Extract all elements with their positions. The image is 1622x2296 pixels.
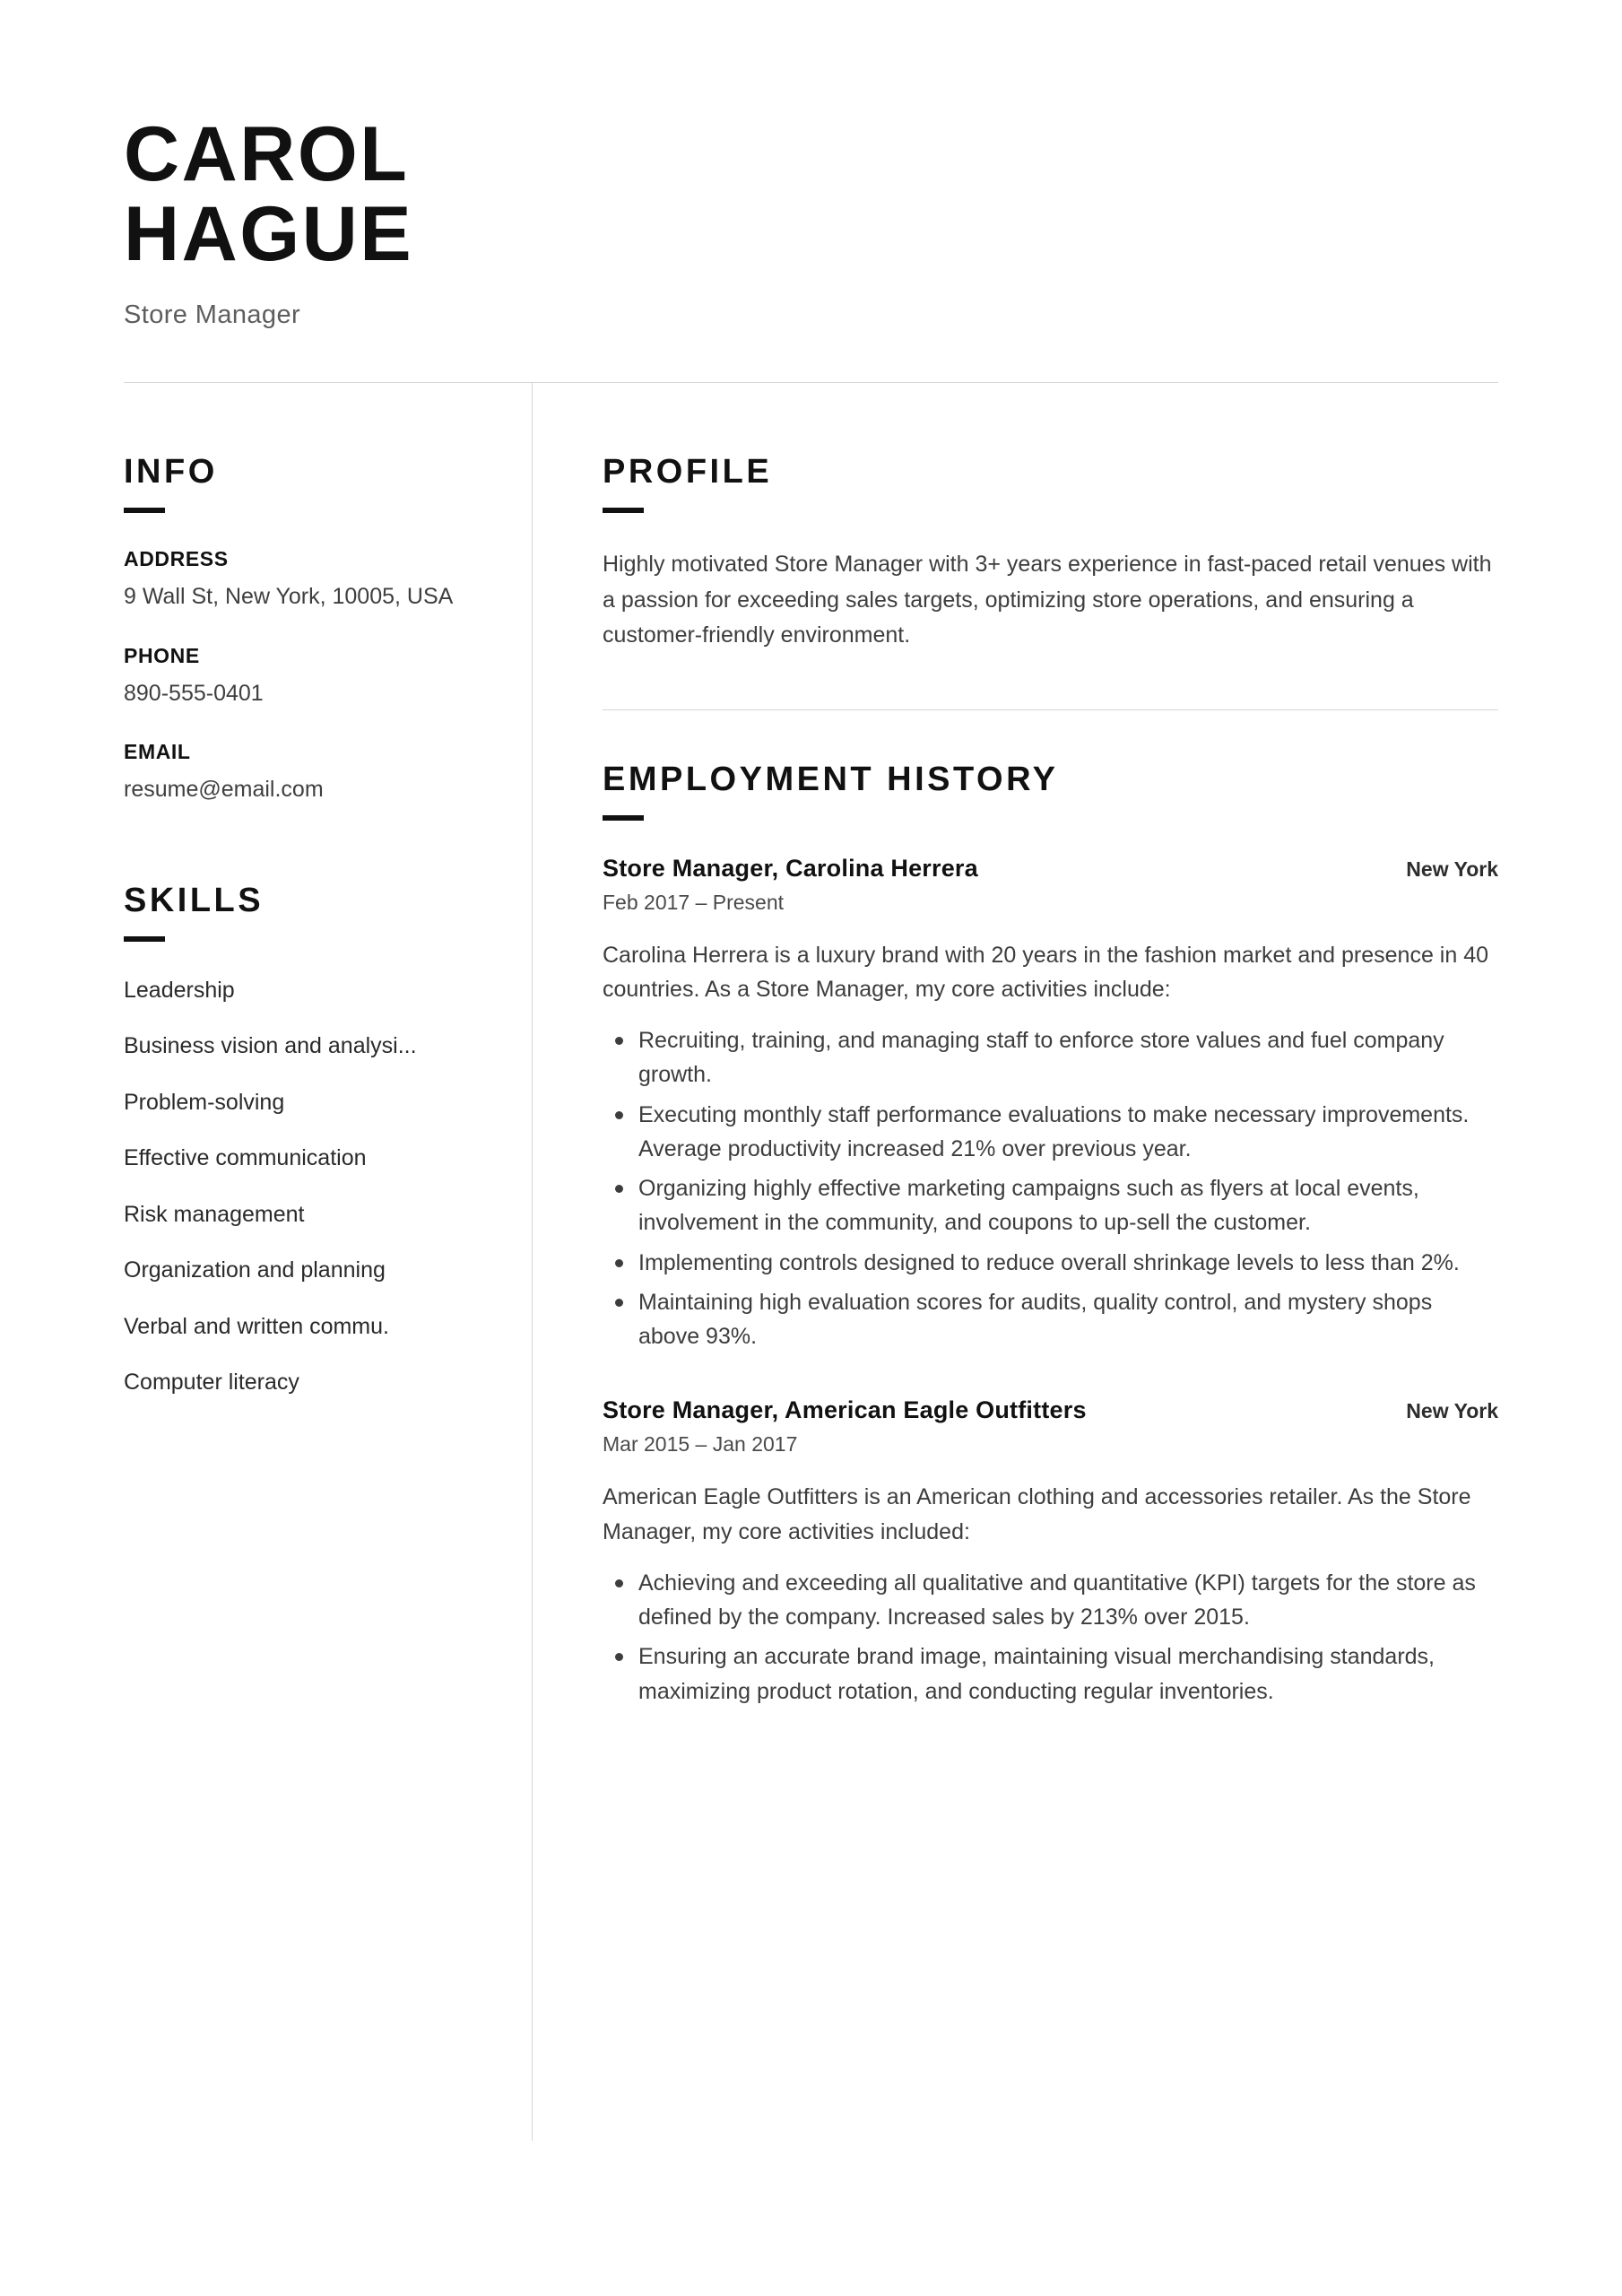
employment-entry-header	[603, 855, 1498, 883]
candidate-job-title: Store Manager	[124, 300, 301, 330]
resume-body	[124, 383, 1498, 2141]
skill-item: Effective communication	[124, 1145, 367, 1171]
employment-bullet: Achieving and exceeding all qualitative and quantitative (KPI) targets for the store as defined by the company. Increased sales by 213% over 2015.	[603, 1566, 1498, 1635]
employment-bullet: Implementing controls designed to reduce overall shrinkage levels to less than 2%.	[603, 1246, 1498, 1280]
candidate-first-name: CAROL	[124, 111, 410, 197]
employment-heading-underline	[603, 815, 644, 821]
employment-entry	[603, 855, 1498, 1354]
sidebar-column	[124, 383, 532, 2141]
info-section	[124, 453, 496, 806]
info-heading: INFO	[124, 453, 218, 491]
employment-bullet: Maintaining high evaluation scores for audits, quality control, and mystery shops above 93%.	[603, 1285, 1498, 1354]
phone-label: PHONE	[124, 643, 200, 667]
skill-item: Risk management	[124, 1201, 305, 1227]
profile-heading: PROFILE	[603, 453, 773, 491]
skill-item: Organization and planning	[124, 1257, 386, 1283]
employment-heading: EMPLOYMENT HISTORY	[603, 760, 1059, 798]
info-group-address	[124, 547, 496, 613]
info-group-phone	[124, 644, 496, 710]
skills-heading: SKILLS	[124, 881, 265, 919]
employment-role: Store Manager, Carolina Herrera	[603, 854, 978, 882]
info-heading-underline	[124, 508, 165, 513]
profile-heading-underline	[603, 508, 644, 513]
profile-section	[603, 453, 1498, 654]
employment-dates: Feb 2017 – Present	[603, 890, 785, 914]
employment-description: Carolina Herrera is a luxury brand with 20 years in the fashion market and presence in 40 countries. As a Store Manager, my core activities include:	[603, 942, 1489, 1003]
skill-item: Business vision and analysi...	[124, 1033, 417, 1059]
employment-description: American Eagle Outfitters is an American clothing and accessories retailer. As the Store Manager, my core activities included:	[603, 1484, 1471, 1545]
resume-header	[124, 111, 1498, 383]
employment-bullet: Executing monthly staff performance evaluations to make necessary improvements. Average productivity increased 21% over previous year.	[603, 1098, 1498, 1167]
address-label: ADDRESS	[124, 547, 229, 571]
profile-divider	[603, 709, 1498, 710]
employment-bullet: Recruiting, training, and managing staff to enforce store values and fuel company growth.	[603, 1023, 1498, 1092]
employment-bullet-list	[603, 1023, 1498, 1353]
employment-entry	[603, 1396, 1498, 1709]
candidate-name	[124, 111, 1498, 277]
skill-item: Computer literacy	[124, 1370, 299, 1396]
employment-role: Store Manager, American Eagle Outfitters	[603, 1396, 1087, 1424]
skill-item: Verbal and written commu.	[124, 1313, 389, 1339]
employment-history-section	[603, 761, 1498, 1709]
skill-item: Problem-solving	[124, 1089, 285, 1115]
employment-bullet-list	[603, 1566, 1498, 1709]
info-group-email	[124, 740, 496, 806]
phone-value: 890-555-0401	[124, 680, 264, 706]
email-value: resume@email.com	[124, 777, 324, 803]
candidate-last-name: HAGUE	[124, 190, 414, 277]
employment-location: New York	[1406, 1399, 1498, 1423]
skill-item: Leadership	[124, 977, 235, 1003]
address-value: 9 Wall St, New York, 10005, USA	[124, 584, 454, 610]
employment-bullet: Organizing highly effective marketing campaigns such as flyers at local events, involvement in the community, and coupons to up-sell the customer.	[603, 1171, 1498, 1240]
profile-text: Highly motivated Store Manager with 3+ years experience in fast-paced retail venues with a passion for exceeding sales targets, optimizing store operations, and ensuring a customer-friendly environment.	[603, 552, 1492, 648]
main-column	[533, 383, 1498, 2141]
employment-bullet: Ensuring an accurate brand image, maintaining visual merchandising standards, maximizing product rotation, and conducting regular inventories.	[603, 1639, 1498, 1709]
skills-section	[124, 882, 496, 1397]
employment-dates: Mar 2015 – Jan 2017	[603, 1432, 798, 1457]
skills-heading-underline	[124, 936, 165, 942]
employment-entry-header	[603, 1396, 1498, 1424]
employment-location: New York	[1406, 857, 1498, 881]
email-label: EMAIL	[124, 740, 191, 764]
